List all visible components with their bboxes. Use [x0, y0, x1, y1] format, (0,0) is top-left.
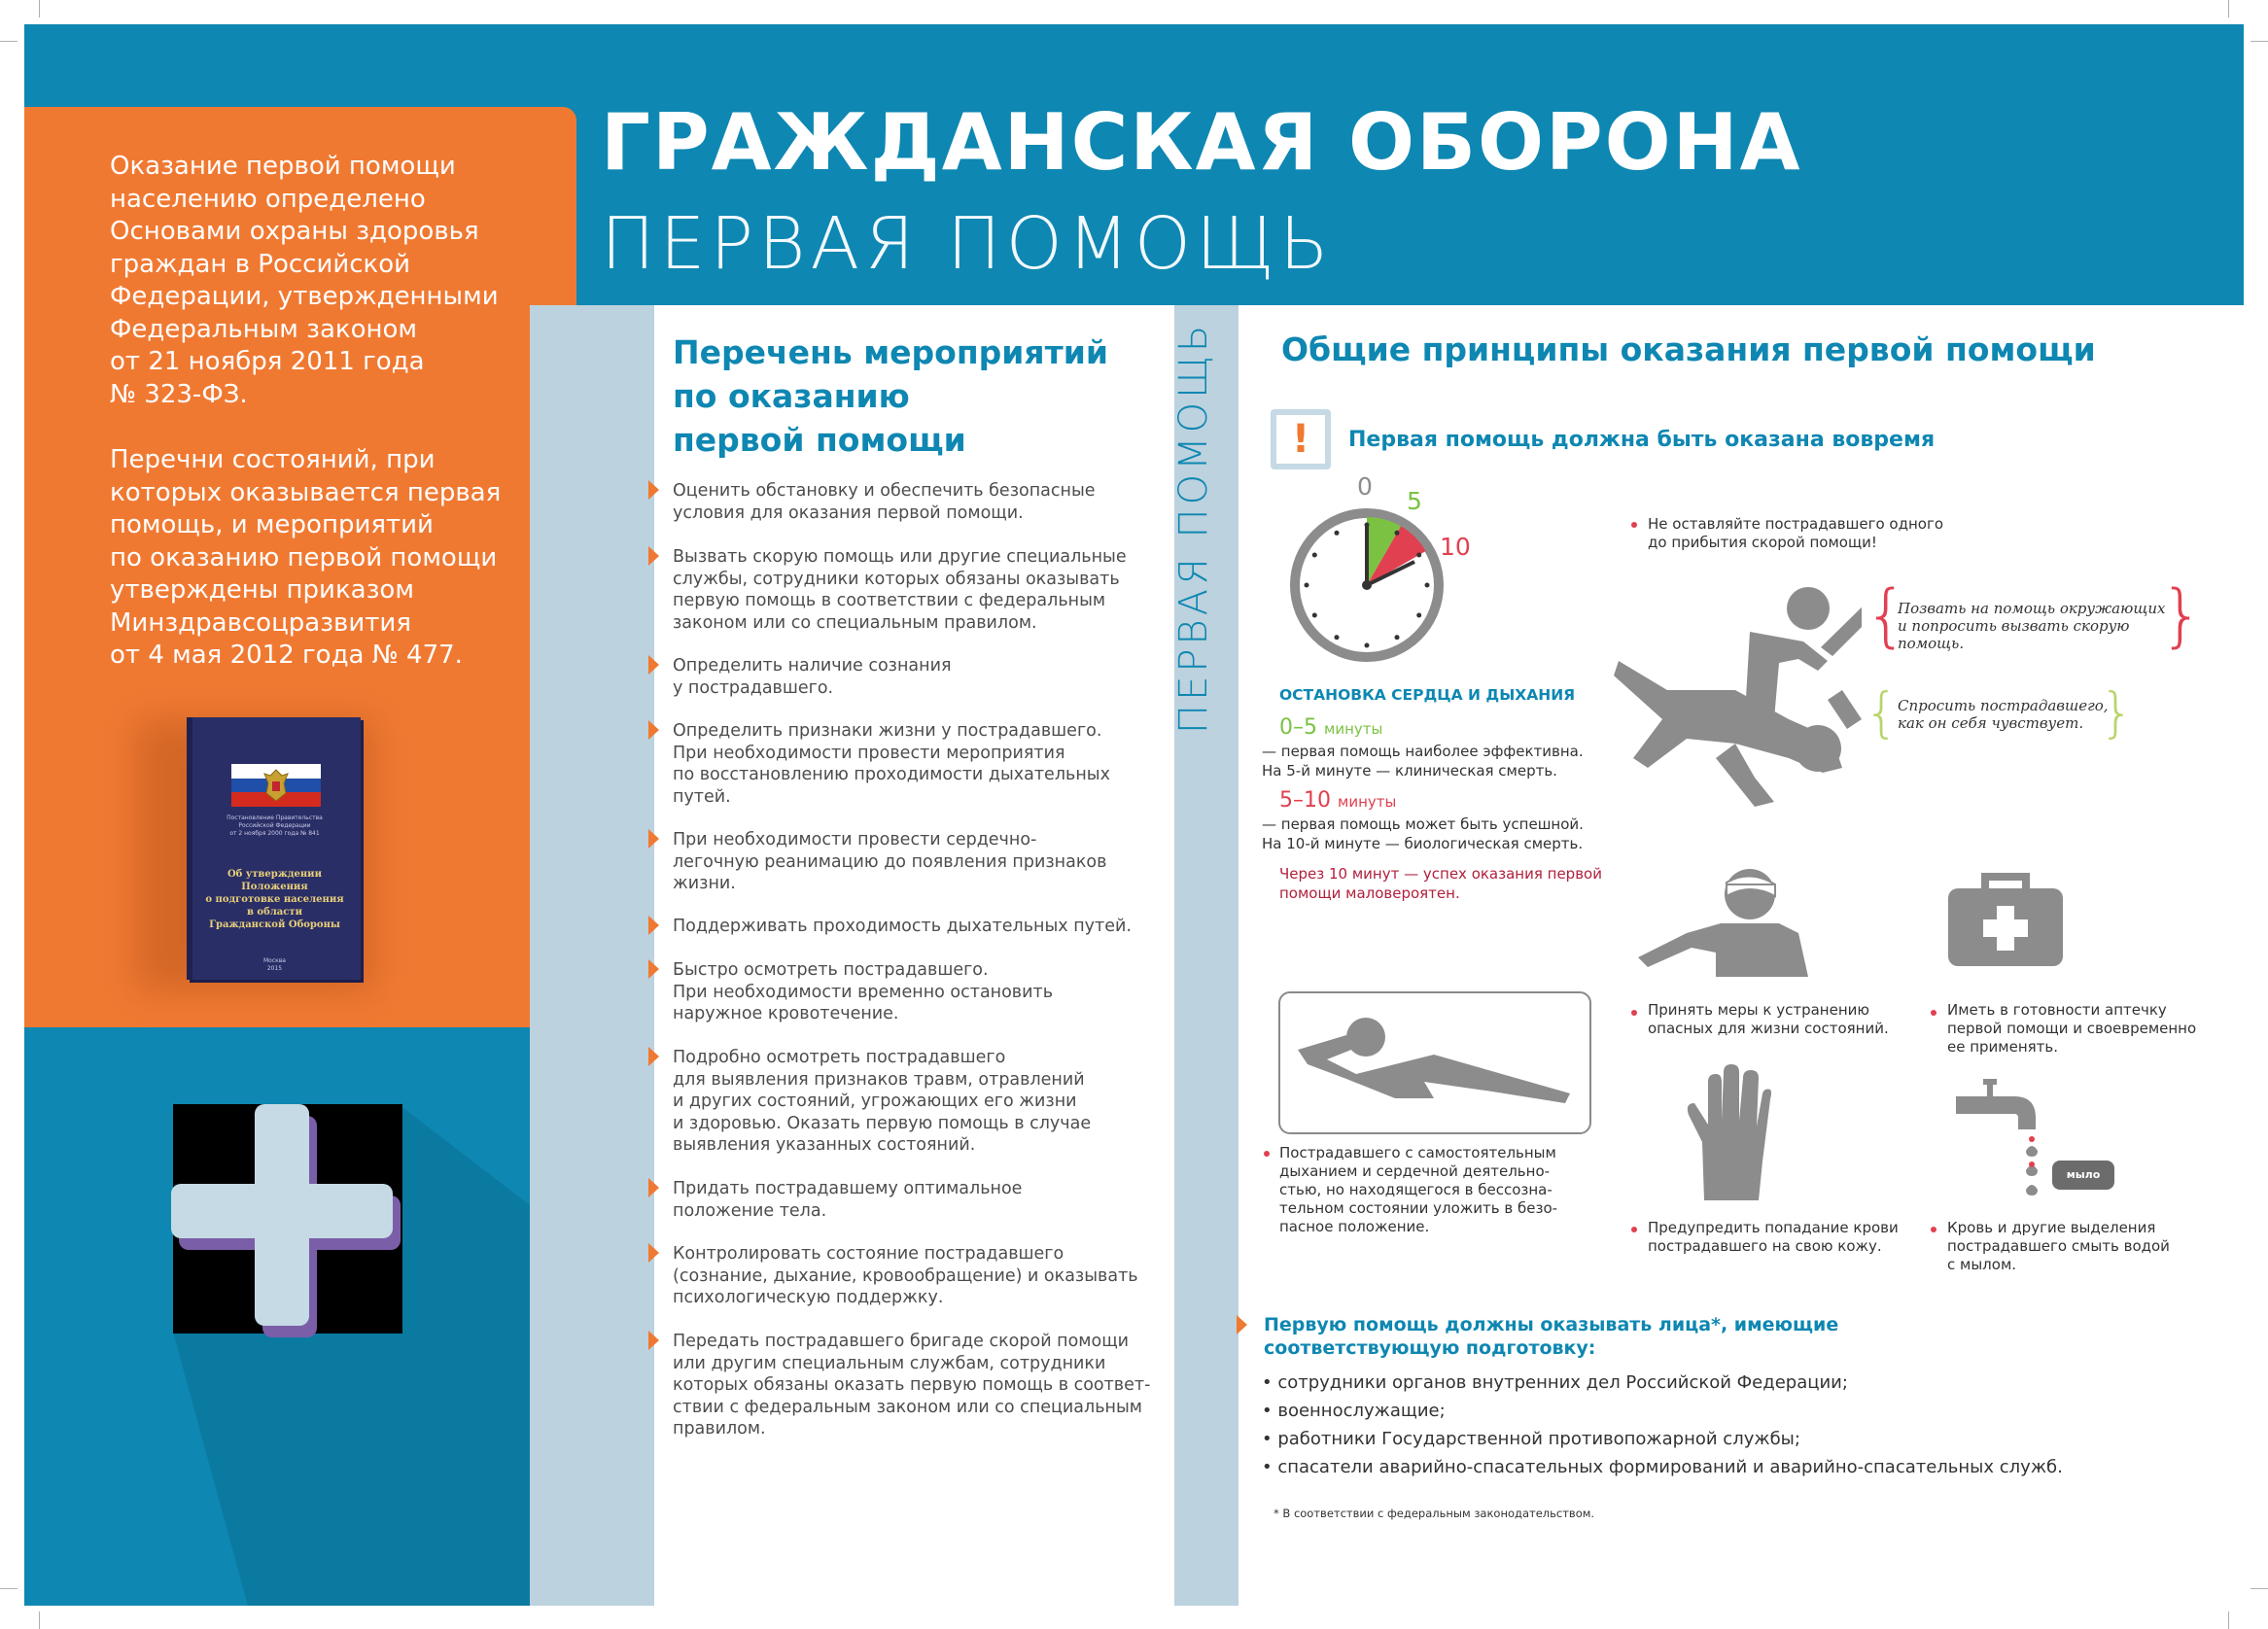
bullet-triangle-icon: [648, 1047, 659, 1066]
crop-mark: [39, 0, 40, 17]
range-value: 5–10: [1279, 788, 1331, 813]
bullet-triangle-icon: [648, 480, 659, 500]
recovery-position-icon: [1288, 1006, 1580, 1113]
measure-item: Поддерживать проходимость дыхательных путей.: [673, 917, 1132, 936]
measure-item: Передать пострадавшего бригаде скорой помощи или другим специальным службам, сотрудники которых обязаны оказать первую помощь в соответ- ствии с федеральным законом или со специальным правилом.: [673, 1332, 1151, 1438]
legal-basis-text: Оказание первой помощи населению определено Основами охраны здоровья граждан в Российской Федерации, утвержденными Федеральным законом от 21 ноября 2011 года № 323-ФЗ.: [110, 152, 499, 409]
crop-mark: [2228, 0, 2229, 17]
brace-left-icon: {: [1865, 681, 1899, 744]
who-item: • сотрудники органов внутренних дел Российской Федерации;: [1262, 1372, 1848, 1393]
range-unit: минуты: [1324, 720, 1383, 738]
who-item: • работники Государственной противопожарной службы;: [1262, 1429, 1800, 1449]
crop-mark: [0, 1588, 17, 1589]
vertical-label: ПЕРВАЯ ПОМОЩЬ: [1171, 321, 1216, 734]
bullet-triangle-icon: [648, 1243, 659, 1263]
bullet-triangle-icon: [648, 916, 659, 935]
gloves-text: Предупредить попадание крови пострадавшего на свою кожу.: [1648, 1219, 1899, 1255]
regulation-book: [187, 717, 361, 980]
book-footer: Москва 2015: [263, 957, 286, 972]
ask-victim-text: Спросить пострадавшего, как он себя чувствует.: [1898, 697, 2109, 732]
first-aid-kit-icon: [1946, 871, 2065, 968]
bullet-dot: [1631, 522, 1637, 528]
principles-heading: Общие принципы оказания первой помощи: [1281, 330, 2096, 368]
measure-item: При необходимости провести сердечно- легочную реанимацию до появления признаков жизни.: [673, 830, 1107, 893]
clock-label-10: 10: [1440, 533, 1471, 561]
bullet-dot: [1631, 1010, 1637, 1016]
measures-heading: Перечень мероприятий по оказанию первой помощи: [673, 333, 1108, 459]
bullet-dot: [1931, 1010, 1937, 1016]
measure-item: Вызвать скорую помощь или другие специальные службы, сотрудники которых обязаны оказывать первую помощь в соответствии с федеральным законом или со специальным правилом.: [673, 547, 1127, 633]
left-pale-stripe: [530, 305, 654, 1606]
brace-right-icon: }: [2100, 681, 2134, 744]
range-unit: минуты: [1338, 793, 1397, 811]
medical-cross-icon: [165, 1098, 408, 1341]
who-item: • военнослужащие;: [1262, 1401, 1446, 1421]
page-title: ГРАЖДАНСКАЯ ОБОРОНА: [601, 97, 1802, 188]
bullet-dot: [1631, 1227, 1637, 1232]
faucet-icon: [1954, 1079, 2051, 1215]
crop-mark: [39, 1612, 40, 1629]
measure-item: Подробно осмотреть пострадавшего для выявления признаков травм, отравлений и других состояний, угрожающих его жизни и здоровью. Оказать первую помощь в случае выявления указанных состояний.: [673, 1048, 1092, 1155]
order-text: Перечни состояний, при которых оказывается первая помощь, и мероприятий по оказанию первой помощи утверждены приказом Минздравсоцразвития от 4 мая 2012 года № 477.: [110, 445, 502, 670]
clock-label-0: 0: [1357, 472, 1373, 501]
page-subtitle: ПЕРВАЯ ПОМОЩЬ: [601, 202, 1334, 286]
measure-item: Определить признаки жизни у пострадавшего. При необходимости провести мероприятия по восстановлению проходимости дыхательных путей.: [673, 721, 1110, 807]
range-0-5-text: — первая помощь наиболее эффективна. На 5-й минуте — клиническая смерть.: [1262, 743, 1584, 780]
warning-text: Через 10 минут — успех оказания первой помощи маловероятен.: [1279, 865, 1602, 902]
dont-leave-text: Не оставляйте пострадавшего одного до прибытия скорой помощи!: [1648, 515, 1944, 551]
measure-item: Быстро осмотреть пострадавшего. При необходимости временно остановить наружное кровотечение.: [673, 960, 1054, 1023]
who-heading: Первую помощь должны оказывать лица*, имеющие соответствующую подготовку:: [1264, 1314, 1839, 1359]
coat-of-arms-icon: [262, 768, 290, 803]
wash-text: Кровь и другие выделения пострадавшего смыть водой с мылом.: [1947, 1219, 2170, 1273]
bullet-triangle-icon: [648, 959, 659, 979]
crop-mark: [2228, 1612, 2229, 1629]
brace-right-icon: }: [2160, 575, 2204, 655]
range-value: 0–5: [1279, 715, 1317, 740]
book-header: Постановление Правительства Российской Федерации от 2 ноября 2000 года № 841: [227, 814, 323, 837]
crop-mark: [0, 41, 17, 42]
soap-tag: мыло: [2052, 1161, 2114, 1190]
glove-icon: [1685, 1064, 1772, 1205]
arrest-title: ОСТАНОВКА СЕРДЦА И ДЫХАНИЯ: [1279, 686, 1576, 704]
who-item: • спасатели аварийно-спасательных формирований и аварийно-спасательных служб.: [1262, 1457, 2063, 1477]
range-0-5: [1279, 715, 1382, 740]
recovery-position-text: Пострадавшего с самостоятельным дыханием и сердечной деятельно- стью, но находящегося в бессозна- тельном состоянии уложить в безо- пасное положение.: [1279, 1144, 1558, 1235]
rescuer-icon: [1609, 573, 1862, 807]
clock-label-5: 5: [1407, 487, 1422, 515]
bullet-triangle-icon: [648, 655, 659, 675]
measure-item: Оценить обстановку и обеспечить безопасные условия для оказания первой помощи.: [673, 481, 1096, 523]
stopwatch-icon: [1285, 503, 1448, 667]
bullet-triangle-icon: [648, 1178, 659, 1197]
bullet-dot: [1931, 1227, 1937, 1232]
eliminate-danger-text: Принять меры к устранению опасных для жизни состояний.: [1648, 1001, 1889, 1037]
measure-item: Определить наличие сознания у пострадавшего.: [673, 656, 952, 698]
bullet-triangle-icon: [648, 546, 659, 566]
crop-mark: [2251, 1588, 2268, 1589]
range-5-10: [1279, 788, 1396, 813]
first-aid-kit-text: Иметь в готовности аптечку первой помощи и своевременно ее применять.: [1947, 1001, 2197, 1056]
alert-text: Первая помощь должна быть оказана вовремя: [1348, 428, 1936, 452]
bullet-triangle-icon: [648, 1331, 659, 1350]
measure-item: Контролировать состояние пострадавшего (сознание, дыхание, кровообращение) и оказывать психологическую поддержку.: [673, 1244, 1138, 1307]
exclamation-icon: !: [1276, 415, 1325, 464]
range-5-10-text: — первая помощь может быть успешной. На 10-й минуте — биологическая смерть.: [1262, 815, 1584, 852]
brace-left-icon: {: [1865, 575, 1908, 655]
book-title: Об утверждении Положения о подготовке населения в области Гражданской Обороны: [205, 869, 344, 930]
footnote: * В соответствии с федеральным законодательством.: [1274, 1507, 1595, 1520]
bullet-triangle-icon: [648, 829, 659, 849]
bullet-triangle-icon: [1237, 1315, 1247, 1334]
crop-mark: [2251, 41, 2268, 42]
bullet-triangle-icon: [648, 720, 659, 740]
call-help-text: Позвать на помощь окружающих и попросить вызвать скорую помощь.: [1898, 600, 2166, 652]
measure-item: Придать пострадавшему оптимальное положение тела.: [673, 1179, 1023, 1221]
bullet-dot: [1264, 1151, 1270, 1157]
injured-person-icon: [1633, 855, 1818, 982]
